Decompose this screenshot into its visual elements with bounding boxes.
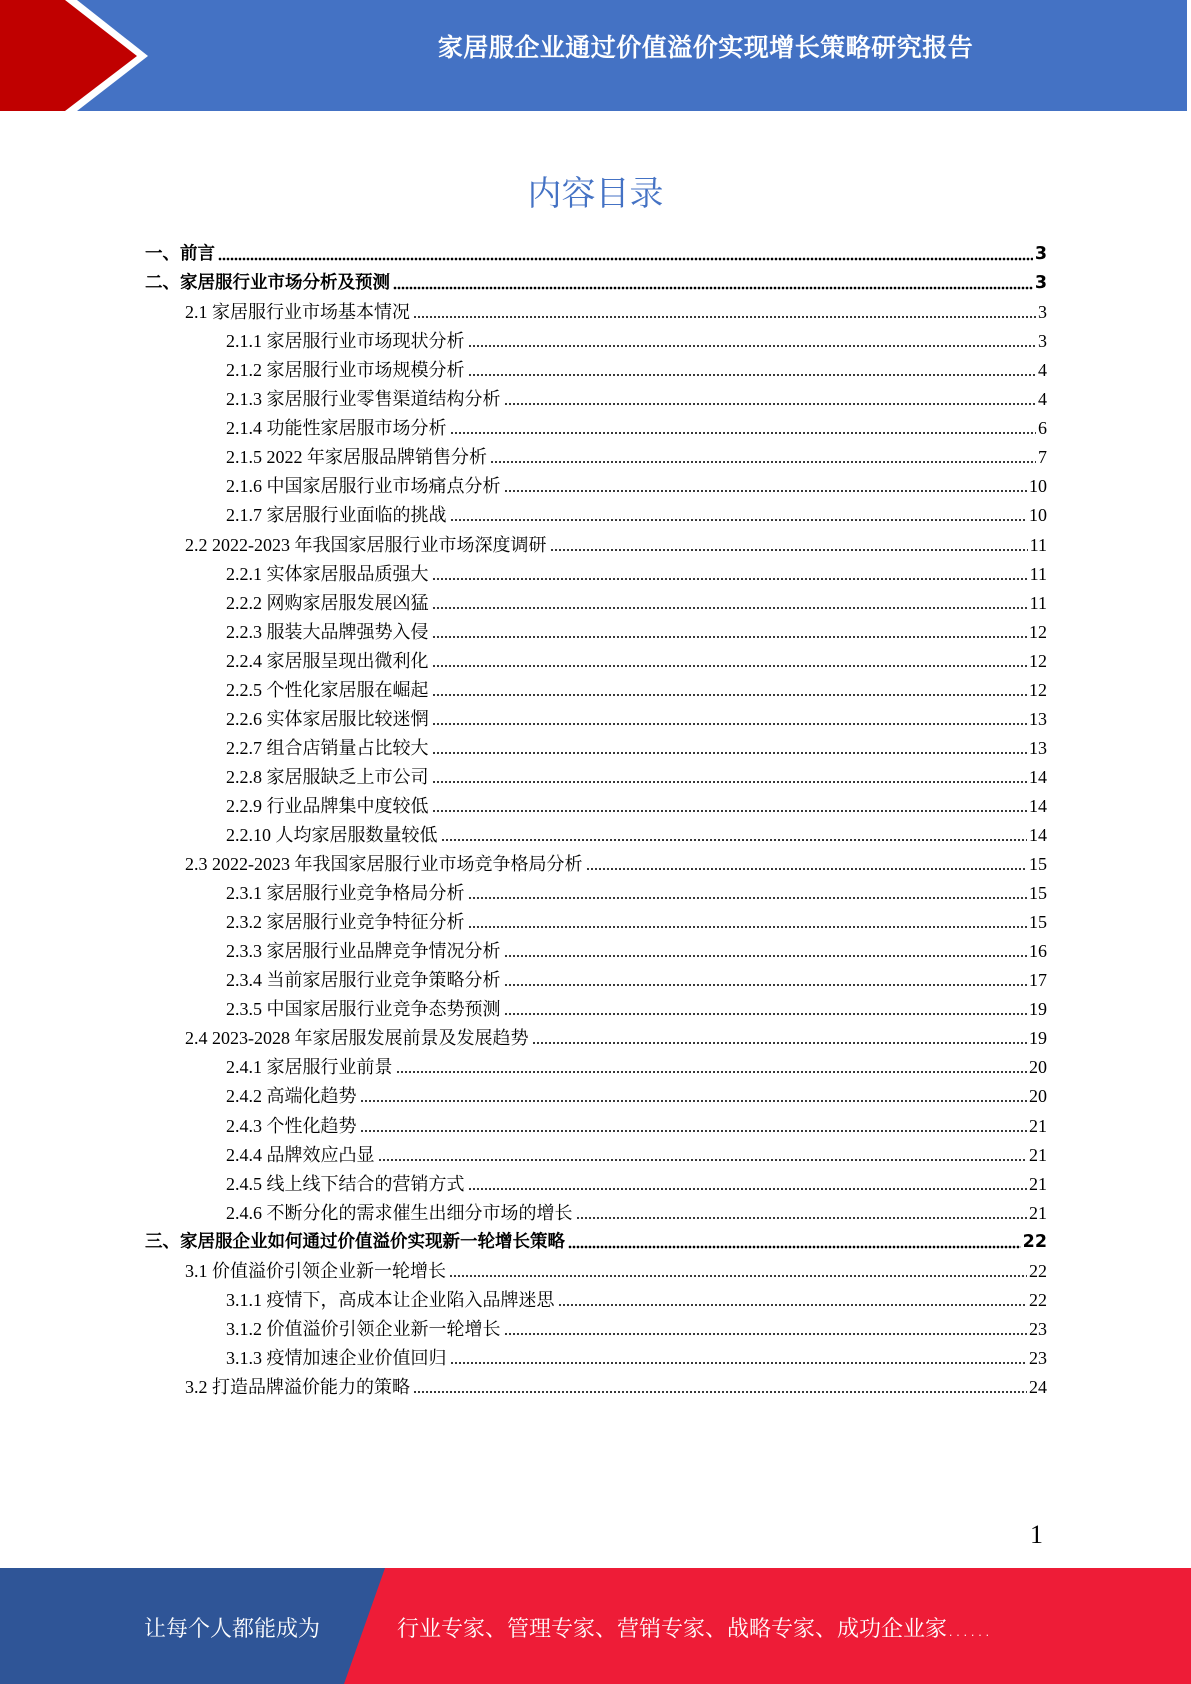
toc-entry[interactable] xyxy=(226,1311,1047,1340)
toc-entry-label: 2.4.4 品牌效应凸显 xyxy=(226,1144,375,1165)
footer-slogan-right: 行业专家、管理专家、营销专家、战略专家、成功企业家…… xyxy=(397,1617,992,1642)
toc-entry[interactable] xyxy=(226,614,1047,643)
toc-entry[interactable] xyxy=(226,1282,1047,1311)
dot-leader xyxy=(432,575,1028,581)
toc-entry-page: 11 xyxy=(1029,534,1047,555)
toc-entry[interactable] xyxy=(226,788,1047,817)
toc-entry[interactable] xyxy=(226,1166,1047,1195)
toc-entry-page: 23 xyxy=(1029,1347,1047,1368)
toc-entry[interactable] xyxy=(226,1195,1047,1224)
dot-leader xyxy=(432,604,1028,610)
toc-entry-label: 2.1.1 家居服行业市场现状分析 xyxy=(226,331,465,352)
toc-entry-label: 3.1 价值溢价引领企业新一轮增长 xyxy=(185,1260,446,1281)
toc-entry[interactable] xyxy=(226,643,1047,672)
dot-leader xyxy=(432,633,1028,639)
toc-entry[interactable] xyxy=(185,1020,1047,1049)
dot-leader xyxy=(360,1127,1028,1133)
toc-entry-label: 2.2.3 服装大品牌强势入侵 xyxy=(226,621,429,642)
toc-entry[interactable] xyxy=(226,817,1047,846)
toc-entry-page: 6 xyxy=(1038,418,1047,439)
toc-entry-page: 10 xyxy=(1029,476,1047,497)
toc-entry-label: 一、前言 xyxy=(145,244,215,264)
dot-leader xyxy=(432,778,1028,784)
dot-leader xyxy=(532,1039,1028,1045)
dot-leader xyxy=(432,662,1028,668)
toc-entry[interactable] xyxy=(226,497,1047,526)
toc-entry-page: 13 xyxy=(1029,708,1047,729)
toc-entry[interactable] xyxy=(185,846,1047,875)
toc-entry[interactable] xyxy=(226,410,1047,439)
toc-entry[interactable] xyxy=(226,585,1047,614)
dot-leader xyxy=(218,255,1033,261)
toc-entry-label: 2.2.6 实体家居服比较迷惘 xyxy=(226,708,429,729)
report-title: 家居服企业通过价值溢价实现增长策略研究报告 xyxy=(437,33,974,62)
toc-entry-label: 2.3.1 家居服行业竞争格局分析 xyxy=(226,883,465,904)
toc-entry-page: 14 xyxy=(1029,766,1047,787)
dot-leader xyxy=(393,284,1033,290)
toc-entry-page: 4 xyxy=(1038,360,1047,381)
footer-slogan-left: 让每个人都能成为 xyxy=(144,1617,321,1642)
toc-entry-page: 4 xyxy=(1038,389,1047,410)
toc-entry-page: 15 xyxy=(1029,912,1047,933)
toc-entry[interactable] xyxy=(226,904,1047,933)
toc-entry[interactable] xyxy=(145,265,1047,294)
toc-entry-page: 21 xyxy=(1029,1202,1047,1223)
toc-entry-page: 15 xyxy=(1029,854,1047,875)
dot-leader xyxy=(441,836,1028,842)
toc-entry[interactable] xyxy=(226,991,1047,1020)
toc-entry-page: 17 xyxy=(1029,970,1047,991)
toc-entry[interactable] xyxy=(226,701,1047,730)
dot-leader xyxy=(504,952,1028,958)
toc-entry[interactable] xyxy=(226,962,1047,991)
toc-heading: 内容目录 xyxy=(527,174,664,214)
page-number: 1 xyxy=(1030,1520,1043,1549)
toc-entry-page: 24 xyxy=(1029,1376,1047,1397)
dot-leader xyxy=(568,1243,1021,1249)
dot-leader xyxy=(413,1388,1027,1394)
dot-leader xyxy=(432,720,1028,726)
toc-entry[interactable] xyxy=(145,1224,1047,1253)
dot-leader xyxy=(504,487,1028,493)
toc-entry[interactable] xyxy=(226,556,1047,585)
toc-entry-page: 23 xyxy=(1029,1318,1047,1339)
toc-entry-page: 19 xyxy=(1029,1028,1047,1049)
toc-entry-page: 3 xyxy=(1034,244,1047,264)
toc-entry-page: 7 xyxy=(1038,447,1047,468)
toc-entry-page: 20 xyxy=(1029,1086,1047,1107)
toc-entry-page: 10 xyxy=(1029,505,1047,526)
dot-leader xyxy=(504,1010,1028,1016)
toc-entry-label: 2.2.1 实体家居服品质强大 xyxy=(226,563,429,584)
toc-entry-label: 2.1.5 2022 年家居服品牌销售分析 xyxy=(226,447,487,468)
toc-entry-page: 12 xyxy=(1029,621,1047,642)
toc-entry-label: 2.1.2 家居服行业市场规模分析 xyxy=(226,360,465,381)
toc-entry[interactable] xyxy=(226,1049,1047,1078)
toc-entry-label: 3.1.3 疫情加速企业价值回归 xyxy=(226,1347,447,1368)
dot-leader xyxy=(550,546,1028,552)
toc-entry-label: 3.1.2 价值溢价引领企业新一轮增长 xyxy=(226,1318,501,1339)
toc-entry-label: 2.3.4 当前家居服行业竞争策略分析 xyxy=(226,970,501,991)
toc-entry-page: 11 xyxy=(1029,563,1047,584)
dot-leader xyxy=(396,1068,1028,1074)
toc-entry-page: 3 xyxy=(1038,331,1047,352)
dot-leader xyxy=(504,1330,1028,1336)
toc-entry-page: 14 xyxy=(1029,825,1047,845)
toc-entry[interactable] xyxy=(226,875,1047,904)
dot-leader xyxy=(413,313,1036,319)
toc-entry-label: 2.3.5 中国家居服行业竞争态势预测 xyxy=(226,999,501,1020)
toc-entry-label: 2.2.7 组合店销量占比较大 xyxy=(226,737,429,758)
dot-leader xyxy=(450,1359,1028,1365)
dot-leader xyxy=(432,691,1028,697)
toc-entry-label: 2.4.1 家居服行业前景 xyxy=(226,1057,393,1078)
toc-entry[interactable] xyxy=(226,933,1047,962)
dot-leader xyxy=(504,400,1037,406)
dot-leader xyxy=(468,894,1028,900)
toc-entry[interactable] xyxy=(226,323,1047,352)
toc-entry-page: 22 xyxy=(1029,1260,1047,1281)
dot-leader xyxy=(450,429,1037,435)
toc-entry-label: 2.3.3 家居服行业品牌竞争情况分析 xyxy=(226,941,501,962)
toc-entry-page: 22 xyxy=(1029,1289,1047,1310)
dot-leader xyxy=(576,1214,1028,1220)
toc-entry-page: 15 xyxy=(1029,883,1047,904)
toc-entry-page: 3 xyxy=(1034,273,1047,294)
toc-entry-label: 2.1.7 家居服行业面临的挑战 xyxy=(226,505,447,526)
dot-leader xyxy=(504,981,1028,987)
toc-entry-label: 2.2.8 家居服缺乏上市公司 xyxy=(226,766,429,787)
toc-entry-label: 2.4 2023-2028 年家居服发展前景及发展趋势 xyxy=(185,1028,529,1049)
dot-leader xyxy=(468,342,1037,348)
toc-entry[interactable] xyxy=(226,1078,1047,1107)
dot-leader xyxy=(558,1301,1028,1307)
toc-entry-page: 21 xyxy=(1029,1115,1047,1136)
toc-entry-label: 3.2 打造品牌溢价能力的策略 xyxy=(185,1376,410,1397)
toc-entry-page: 13 xyxy=(1029,737,1047,758)
dot-leader xyxy=(586,865,1028,871)
toc-entry-label: 2.2.4 家居服呈现出微利化 xyxy=(226,650,429,671)
dot-leader xyxy=(450,516,1028,522)
toc-entry[interactable] xyxy=(226,730,1047,759)
toc-entry[interactable] xyxy=(226,1108,1047,1137)
dot-leader xyxy=(432,749,1028,755)
toc-entry[interactable] xyxy=(185,294,1047,323)
dot-leader xyxy=(490,458,1036,464)
toc-entry-label: 2.2.9 行业品牌集中度较低 xyxy=(226,795,429,816)
toc-entry-page: 14 xyxy=(1029,795,1047,816)
toc-entry[interactable] xyxy=(226,672,1047,701)
toc-entry[interactable] xyxy=(226,1137,1047,1166)
toc-entry-label: 2.3 2022-2023 年我国家居服行业市场竞争格局分析 xyxy=(185,854,583,875)
toc-entry-label: 3.1.1 疫情下，高成本让企业陷入品牌迷思 xyxy=(226,1289,555,1310)
toc-entry-label: 2.1.3 家居服行业零售渠道结构分析 xyxy=(226,389,501,410)
toc-entry-label: 2.4.5 线上线下结合的营销方式 xyxy=(226,1173,465,1194)
toc-entry-label: 2.3.2 家居服行业竞争特征分析 xyxy=(226,912,465,933)
toc-entry-page: 3 xyxy=(1038,302,1047,323)
toc-entry[interactable] xyxy=(145,236,1047,265)
toc-entry[interactable] xyxy=(226,759,1047,788)
dot-leader xyxy=(468,923,1028,929)
toc-entry-page: 21 xyxy=(1029,1173,1047,1194)
dot-leader xyxy=(378,1156,1028,1162)
toc-entry-label: 2.1.6 中国家居服行业市场痛点分析 xyxy=(226,476,501,497)
toc-entry[interactable] xyxy=(185,1253,1047,1282)
dot-leader xyxy=(432,807,1028,813)
toc-entry-page: 11 xyxy=(1029,592,1047,613)
toc-entry-page: 12 xyxy=(1029,679,1047,700)
toc-entry-label: 2.1.4 功能性家居服市场分析 xyxy=(226,418,447,439)
dot-leader xyxy=(468,1185,1028,1191)
toc-entry-page: 20 xyxy=(1029,1057,1047,1078)
toc-entry-label: 2.2.5 个性化家居服在崛起 xyxy=(226,679,429,700)
toc-entry-page: 16 xyxy=(1029,941,1047,962)
toc-entry[interactable] xyxy=(226,381,1047,410)
toc-entry-page: 19 xyxy=(1029,999,1047,1020)
toc-entry[interactable] xyxy=(226,439,1047,468)
dot-leader xyxy=(360,1097,1028,1103)
toc-entry-label: 2.1 家居服行业市场基本情况 xyxy=(185,302,410,323)
toc-entry-page: 22 xyxy=(1022,1231,1047,1252)
dot-leader xyxy=(468,371,1037,377)
toc-entry[interactable] xyxy=(185,527,1047,556)
toc-entry-label: 2.4.2 高端化趋势 xyxy=(226,1086,357,1107)
toc-entry[interactable] xyxy=(226,468,1047,497)
toc-entry-label: 2.2 2022-2023 年我国家居服行业市场深度调研 xyxy=(185,534,547,555)
toc-entry-label: 2.4.6 不断分化的需求催生出细分市场的增长 xyxy=(226,1202,573,1223)
toc-entry-label: 2.4.3 个性化趋势 xyxy=(226,1115,357,1136)
toc-entry-label: 三、家居服企业如何通过价值溢价实现新一轮增长策略 xyxy=(145,1231,565,1252)
toc-entry[interactable] xyxy=(226,1340,1047,1369)
toc-entry[interactable] xyxy=(185,1369,1047,1398)
dot-leader xyxy=(449,1272,1027,1278)
toc-entry-label: 2.2.2 网购家居服发展凶猛 xyxy=(226,592,429,613)
toc-entry-page: 12 xyxy=(1029,650,1047,671)
toc-entry-label: 2.2.10 人均家居服数量较低 xyxy=(226,825,438,845)
toc-entry[interactable] xyxy=(226,352,1047,381)
toc-entry-page: 21 xyxy=(1029,1144,1047,1165)
toc-entry-label: 二、家居服行业市场分析及预测 xyxy=(145,273,390,294)
